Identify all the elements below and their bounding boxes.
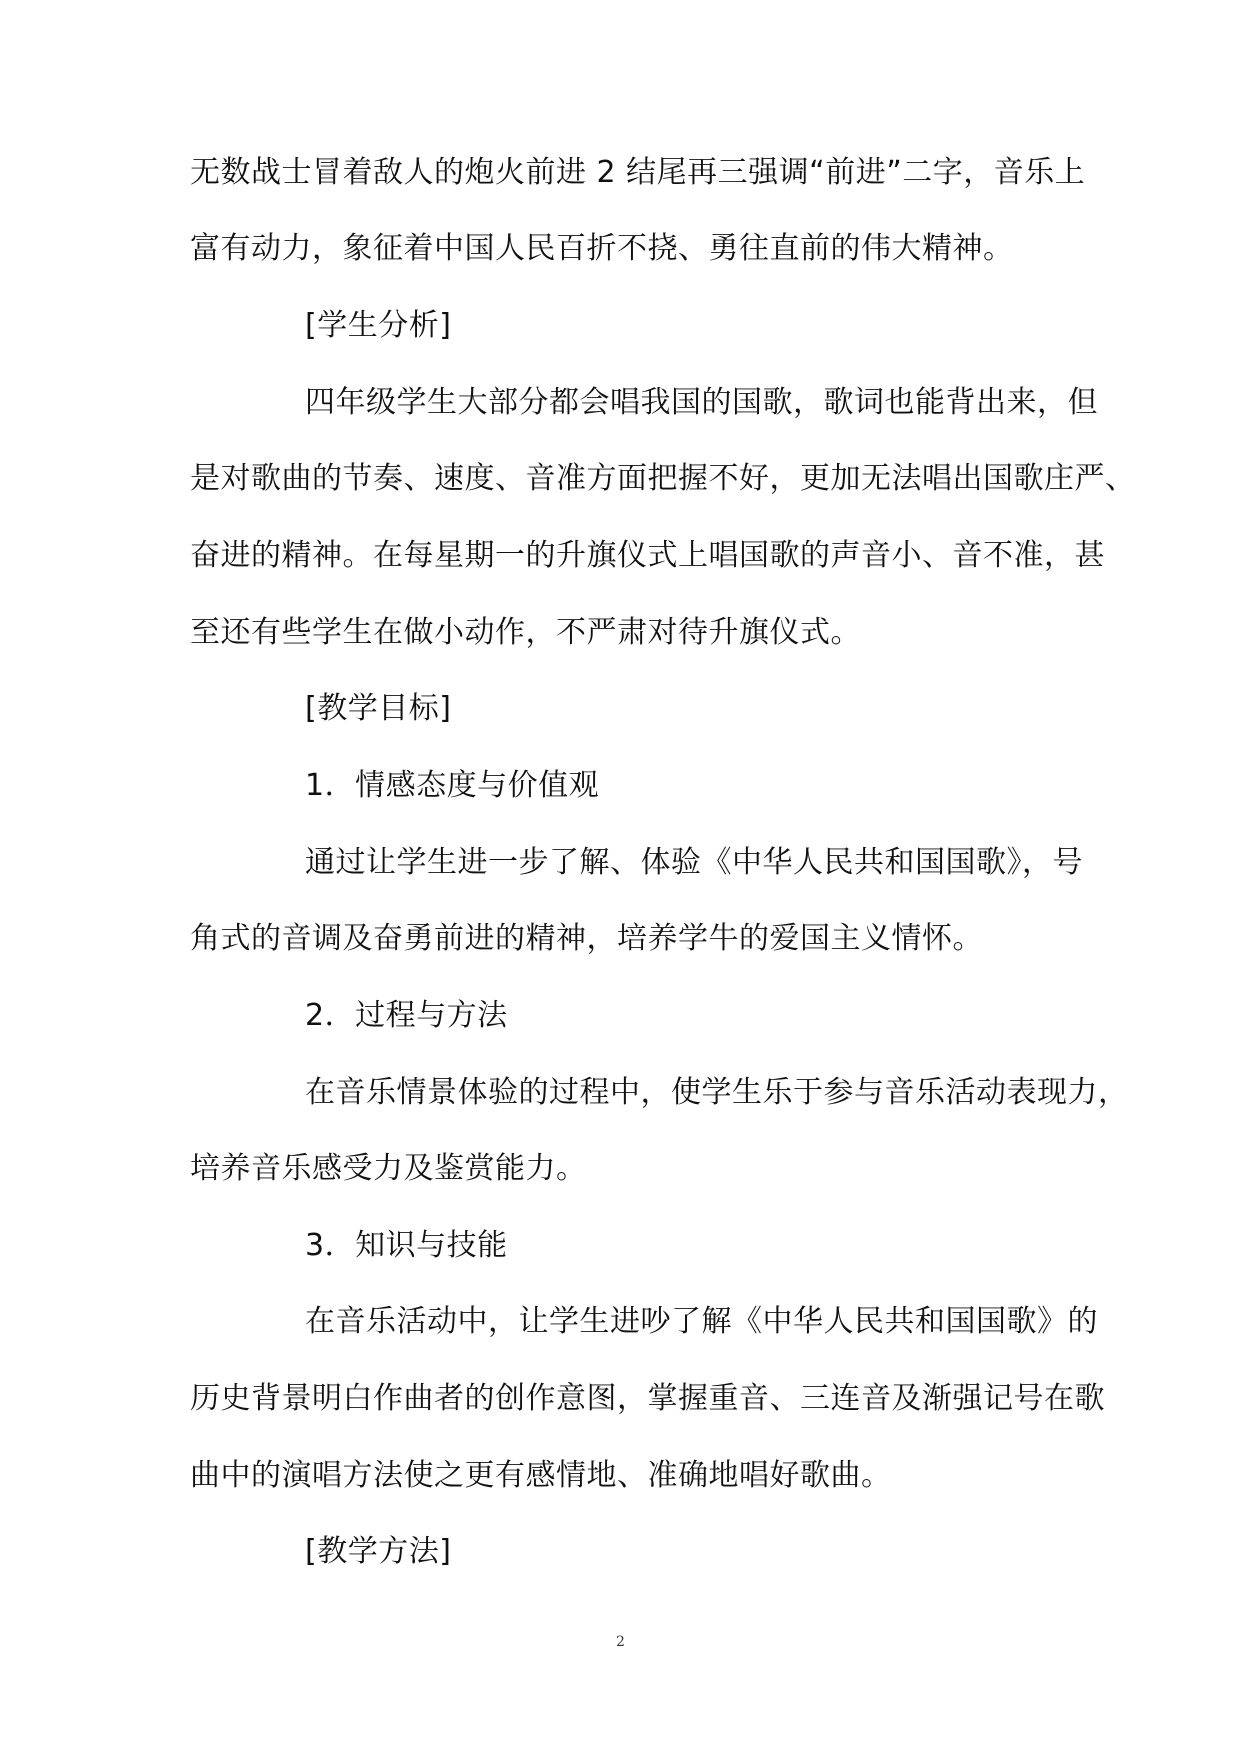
body-text-line: 历史背景明白作曲者的创作意图，掌握重音、三连音及渐强记号在歌 <box>190 1381 1105 1416</box>
body-text-line: 在音乐情景体验的过程中，使学生乐于参与音乐活动表现力， <box>305 1075 1129 1110</box>
body-text-line: 至还有些学生在做小动作，不严肃对待升旗仪式。 <box>190 615 861 650</box>
body-text-line: 奋进的精神。在每星期一的升旗仪式上唱国歌的声音小、音不准，甚 <box>190 538 1105 573</box>
section-heading-student-analysis: [学生分析] <box>305 308 452 343</box>
subheading-emotion-attitude: 1．情感态度与价值观 <box>305 768 600 803</box>
body-text-line: 富有动力，象征着中国人民百折不挠、勇往直前的伟大精神。 <box>190 231 1014 266</box>
body-text-line: 曲中的演唱方法使之更有感情地、准确地唱好歌曲。 <box>190 1458 892 1493</box>
section-heading-teaching-goals: [教学目标] <box>305 691 452 726</box>
body-text-line: 角式的音调及奋勇前进的精神，培养学牛的爱国主义情怀。 <box>190 921 983 956</box>
body-text-line: 是对歌曲的节奏、速度、音准方面把握不好，更加无法唱出国歌庄严、 <box>190 461 1136 496</box>
section-heading-teaching-methods: [教学方法] <box>305 1534 452 1569</box>
page-number: 2 <box>616 1634 625 1650</box>
body-text-line: 通过让学生进一步了解、体验《中华人民共和国国歌》，号 <box>305 845 1083 880</box>
subheading-knowledge-skills: 3．知识与技能 <box>305 1228 508 1263</box>
body-text-line: 四年级学生大部分都会唱我国的国歌，歌词也能背出来，但 <box>305 385 1098 420</box>
subheading-process-method: 2．过程与方法 <box>305 998 508 1033</box>
body-text-line: 在音乐活动中，让学生进吵了解《中华人民共和国国歌》的 <box>305 1304 1098 1339</box>
body-text-line: 培养音乐感受力及鉴赏能力。 <box>190 1151 587 1186</box>
body-text-line: 无数战士冒着敌人的炮火前进 2 结尾再三强调“前进”二字，音乐上 <box>190 155 1086 190</box>
